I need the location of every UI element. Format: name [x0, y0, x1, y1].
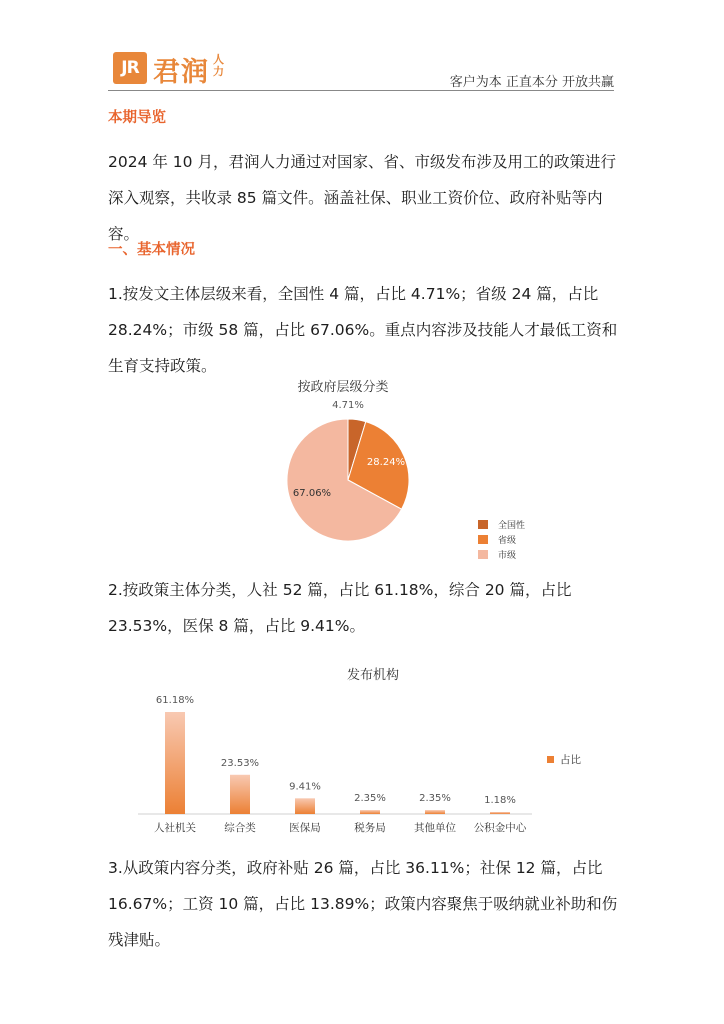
pie-data-label: 4.71%	[332, 400, 364, 411]
bar-legend-swatch	[547, 756, 554, 763]
bar-category-label: 公积金中心	[473, 822, 527, 834]
bar-data-label: 1.18%	[484, 795, 516, 806]
paragraph-3: 3.从政策内容分类，政府补贴 26 篇，占比 36.11%；社保 12 篇，占比 16.67%；工资 10 篇，占比 13.89%；政策内容聚焦于吸纳就业补助和伤残津贴。	[108, 859, 618, 949]
pie-legend-label: 全国性	[498, 521, 526, 531]
intro-heading: 本期导览	[108, 110, 166, 126]
bar-5	[425, 810, 445, 814]
logo-name: 君润	[153, 57, 209, 88]
logo-subtitle: 人力	[213, 53, 224, 78]
bar-4	[360, 810, 380, 814]
bar-category-label: 税务局	[354, 822, 386, 834]
bar-6	[490, 812, 510, 814]
bar-category-label: 综合类	[224, 822, 256, 834]
bar-2	[230, 775, 250, 814]
pie-data-label: 28.24%	[366, 457, 406, 468]
intro-paragraph: 2024 年 10 月，君润人力通过对国家、省、市级发布涉及用工的政策进行深入观察，共收录 85 篇文件。涵盖社保、职业工资价位、政府补贴等内容。	[108, 153, 616, 243]
bar-data-label: 2.35%	[419, 793, 451, 805]
bar-data-label: 61.18%	[155, 695, 195, 706]
slogan: 客户为本 正直本分 开放共赢	[449, 75, 614, 90]
paragraph-2: 2.按政策主体分类，人社 52 篇，占比 61.18%，综合 20 篇，占比 23.53%，医保 8 篇，占比 9.41%。	[108, 581, 572, 635]
logo-mark: JR	[113, 52, 147, 84]
bar-1	[165, 712, 185, 814]
bar-chart-title: 发布机构	[346, 668, 399, 683]
bar-category-label: 医保局	[289, 822, 321, 834]
bar-category-label: 人社机关	[154, 822, 196, 834]
bar-3	[295, 798, 315, 814]
pie-legend-label: 省级	[498, 536, 517, 546]
pie-chart-title: 按政府层级分类	[297, 380, 389, 395]
basic-heading: 一、基本情况	[108, 242, 195, 258]
bar-legend-label: 占比	[560, 754, 581, 766]
paragraph-1: 1.按发文主体层级来看，全国性 4 篇，占比 4.71%；省级 24 篇，占比 28.24%；市级 58 篇，占比 67.06%。重点内容涉及技能人才最低工资和生育支持政策。	[108, 285, 618, 375]
pie-data-label: 67.06%	[292, 488, 332, 499]
bar-data-label: 2.35%	[354, 793, 386, 805]
bar-data-label: 23.53%	[220, 757, 260, 769]
bar-category-label: 其他单位	[414, 822, 456, 834]
pie-legend-label: 市级	[498, 551, 517, 561]
bar-data-label: 9.41%	[289, 781, 321, 793]
